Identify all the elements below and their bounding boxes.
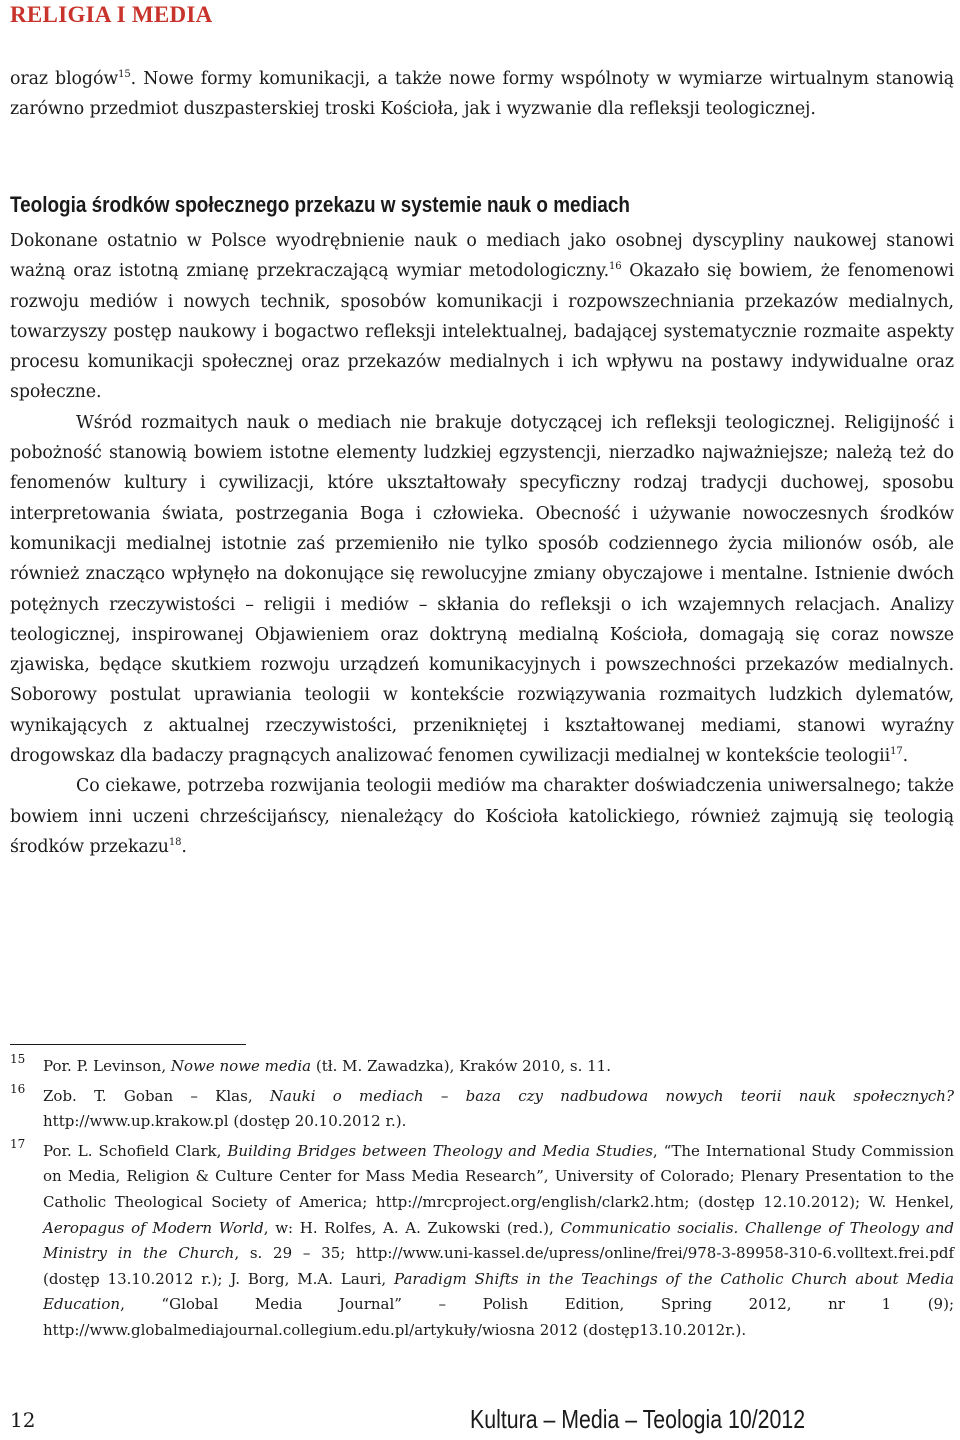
footnote-text-part[interactable]: , s. 29 – 35; http://www.uni-kassel.de/upress/online/frei/978-3-89958-310-6.volltext.frei.pdf (dostęp 13.10.2012 r.); J. Borg, M.A. Lauri, <box>43 1244 954 1288</box>
page-number: 12 <box>10 1408 36 1432</box>
footnote-17 <box>10 1136 954 1344</box>
p1-text-before: Dokonane ostatnio w Polsce wyodrębnienie nauk o mediach jako osobnej dyscypliny naukowej stanowi ważną oraz istotną zmianę przekraczającą wymiar metodologiczny. <box>10 231 954 282</box>
footnote-separator <box>10 1044 246 1045</box>
p3-text-before: Co ciekawe, potrzeba rozwijania teologii mediów ma charakter doświadczenia uniwersalnego; także bowiem inni uczeni chrześcijańscy, nienależący do Kościoła katolickiego, również zajmują się teologią środków przekazu <box>10 776 954 857</box>
footnote-ref-15[interactable]: 15 <box>118 69 131 81</box>
section-paragraph-1 <box>10 226 954 408</box>
journal-footer-title: Kultura – Media – Teologia 10/2012 <box>470 1404 806 1434</box>
intro-text-after: . Nowe formy komunikacji, a także nowe formy wspólnoty w wymiarze wirtualnym stanowią zarówno przedmiot duszpasterskiej troski Kościoła, jak i wyzwanie dla refleksji teologicznej. <box>10 69 954 120</box>
footnote-number: 16 <box>10 1081 26 1096</box>
footnote-text <box>43 1087 954 1131</box>
footnote-text-part: Por. P. Levinson, <box>43 1057 171 1075</box>
footnote-number: 17 <box>10 1136 26 1151</box>
footnote-text-part[interactable]: , “The International Study Commission on Media, Religion & Culture Center for Mass Media Research”, University of Colorado; Plenary Presentation to the Catholic Theological Society of America; http://mrcproject.org/english/clark2.htm; (dostęp 12.10.2012); W. Henkel, <box>43 1141 954 1211</box>
footnotes-section <box>10 1054 954 1348</box>
footnote-title-italic: Building Bridges between Theology and Media Studies <box>227 1141 653 1160</box>
footnote-16 <box>10 1081 954 1135</box>
section-paragraph-3 <box>10 771 954 862</box>
p2-text-before: Wśród rozmaitych nauk o mediach nie brakuje dotyczącej ich refleksji teologicznej. Religijność i pobożność stanowią bowiem istotne elementy ludzkiej egzystencji, nierzadko najważniejsze; należą też do fenomenów kultury i cywilizacji, które ukształtowały specyficzny rodzaj tradycji duchowej, sposobu interpretowania świata, postrzegania Boga i człowieka. Obecność i używanie nowoczesnych środków komunikacji medialnej istotnie zaś przemieniło nie tylko sposób codziennego życia milionów osób, ale również znacząco wpłynęło na dokonujące się rewolucyjne zmiany obyczajowe i mentalne. Istnienie dwóch potężnych rzeczywistości – religii i mediów – skłania do refleksji o ich wzajemnych relacjach. Analizy teologicznej, inspirowanej Objawieniem oraz doktryną medialną Kościoła, domagają się coraz nowsze zjawiska, będące skutkiem rozwoju urządzeń komunikacyjnych i powszechności przekazów medialnych. Soborowy postulat uprawiania teologii w kontekście rozwiązywania rozmaitych ludzkich dylematów, wynikających z aktualnej rzeczywistości, przenikniętej i kształtowanej mediami, stanowi wyraźny drogowskaz dla badaczy pragnących analizować fenomen cywilizacji medialnej w kontekście teologii <box>10 412 954 767</box>
running-header: RELIGIA I MEDIA <box>10 2 213 27</box>
intro-paragraph <box>10 64 954 125</box>
footnote-text-part: Zob. T. Goban – Klas, <box>43 1086 270 1105</box>
footnote-title-italic: Nowe nowe media <box>170 1057 312 1075</box>
footnote-text <box>43 1057 611 1075</box>
section-body <box>10 226 954 862</box>
footnote-ref-17[interactable]: 17 <box>890 746 903 758</box>
footnote-text-part: Por. L. Schofield Clark, <box>43 1141 228 1160</box>
section-paragraph-2 <box>10 408 954 772</box>
footnote-15 <box>10 1054 954 1080</box>
footnote-text-part: (tł. M. Zawadzka), Kraków 2010, s. 11. <box>311 1057 611 1075</box>
footnote-title-italic: Aeropagus of Modern World <box>43 1218 264 1237</box>
p1-text-after: Okazało się bowiem, że fenomenowi rozwoju mediów i nowych technik, sposobów komunikacji i rozpowszechniania przekazów medialnych, towarzyszy postęp naukowy i bogactwo refleksji intelektualnej, badającej systematycznie rozmaite aspekty procesu komunikacji społecznej oraz przekazów medialnych i ich wpływu na postawy indywidualne oraz społeczne. <box>10 261 954 403</box>
intro-text-before: oraz blogów <box>10 69 119 89</box>
footnote-title-italic: Communicatio socialis. Challenge of Theology and Ministry in the Church <box>43 1218 954 1263</box>
p2-text-after: . <box>902 746 909 767</box>
footnote-ref-16[interactable]: 16 <box>609 261 622 273</box>
footnote-ref-18[interactable]: 18 <box>168 837 182 849</box>
footnote-title-italic: Nauki o mediach – baza czy nadbudowa nowych teorii nauk społecznych? <box>269 1086 954 1105</box>
footnote-number: 15 <box>10 1052 26 1066</box>
intro-paragraph-block <box>10 64 954 125</box>
footnote-title-italic: Paradigm Shifts in the Teachings of the Catholic Church about Media Education <box>43 1269 954 1314</box>
footnote-text-part: , w: H. Rolfes, A. A. Zukowski (red.), <box>263 1218 561 1237</box>
section-heading: Teologia środków społecznego przekazu w systemie nauk o mediach <box>10 192 630 217</box>
p3-text-after: . <box>181 836 187 857</box>
footnote-link-text[interactable]: http://www.up.krakow.pl (dostęp 20.10.2012 r.). <box>43 1112 407 1131</box>
footnote-text-part[interactable]: , “Global Media Journal” – Polish Edition, Spring 2012, nr 1 (9); http://www.globalmediajournal.collegium.edu.pl/artykuły/wiosna 2012 (dostęp13.10.2012r.). <box>43 1295 954 1339</box>
footnote-text <box>43 1142 954 1339</box>
